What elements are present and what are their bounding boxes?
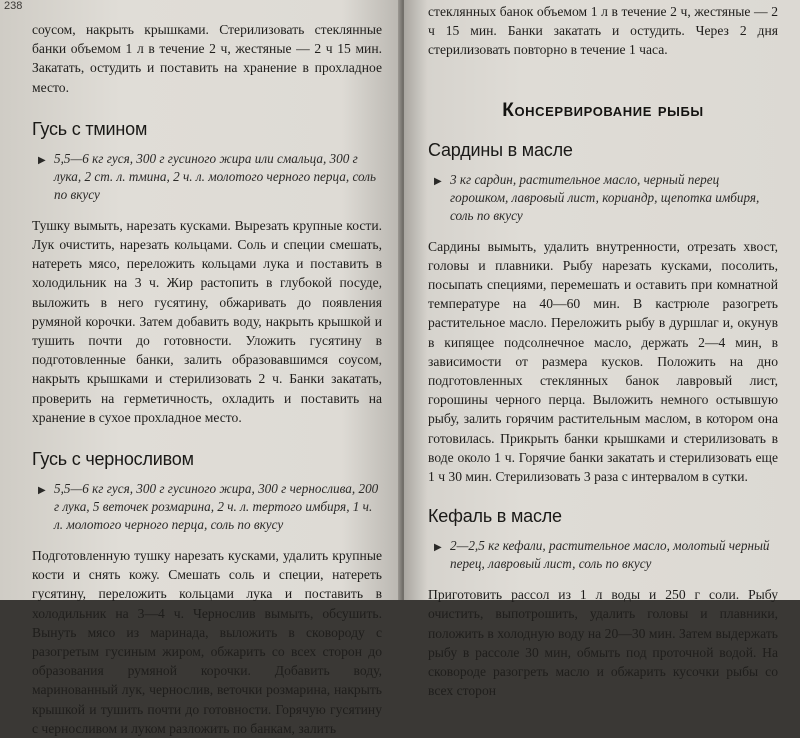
section-title: Консервирование рыбы	[502, 99, 704, 121]
ingredients-sardines	[428, 171, 778, 225]
recipe-text-goose-prunes: Подготовленную тушку нарезать кусками, удалить крупные кости и снять кожу. Смешать соль и специи, натереть гусятину, переложить кольцами лука и поставить в холодильник на 3—4 ч. Чернослив вымыть, обсушить. Вынуть мясо из маринада, выложить в сковороду с разогретым гусиным жиром, обжарить со всех сторон до образования румяной корочки. Добавить воду, маринованный лук, чернослив, веточки розмарина, накрыть крышкой и тушить почти до готовности. Горячую гусятину с черносливом и луком разложить по банкам, залить	[32, 548, 382, 736]
left-intro-text: соусом, накрыть крышками. Стерилизовать стеклянные банки объемом 1 л в течение 2 ч, жестяные — 2 ч 15 мин. Закатать, остудить и поставить на хранение в прохладное место.	[32, 22, 382, 95]
ingredients-goose-prunes	[32, 480, 382, 534]
ingredients-mullet	[428, 537, 778, 573]
recipe-title-mullet: Кефаль в масле	[428, 506, 562, 527]
arrow-icon: ▶	[38, 485, 46, 497]
recipe-text-goose-caraway: Тушку вымыть, нарезать кусками. Вырезать крупные кости. Лук очистить, нарезать кольцами. Соль и специи смешать, натереть мясо, переложить кольцами лука и поставить в холодильник на 3 ч. Жир растопить в глубокой посуде, выложить в него гусятину, обжаривать до появления румяной корочки. Затем добавить воду, накрыть крышкой и тушить почти до готовности. Уложить гусятину в подготовленные банки, залить образовавшимся соусом, накрыть крышками и стерилизовать 2 ч. Банки закатать, проверить на герметичность, охладить и поставить на хранение в сухое прохладное место.	[32, 217, 382, 425]
page-number: 238	[4, 0, 23, 12]
ingredients-text: 3 кг сардин, растительное масло, черный перец горошком, лавровый лист, кориандр, щепотка имбиря, соль по вкусу	[450, 171, 760, 223]
ingredients-goose-caraway	[32, 150, 382, 204]
recipe-text-sardines: Сардины вымыть, удалить внутренности, отрезать хвост, головы и плавники. Рыбу нарезать кусками, посолить, посыпать специями, перемешать и оставить при комнатной температуре на 40—60 мин. В кастрюле разогреть растительное масло. Переложить рыбу в дуршлаг и, окунув в кипящее подсолнечное масло, держать 2—4 мин, в зависимости от размера кусков. Положить на дно подготовленных стеклянных банок лавровый лист, горошины черного перца. Выложить немного остывшую рыбу, залить горячим растительным маслом, в котором она готовилась. Прикрыть банки крышками и стерилизовать в воде около 1 ч. Горячие банки закатать и стерилизовать еще 1 ч 30 мин. Стерилизовать 3 раза с интервалом в сутки.	[428, 238, 778, 485]
ingredients-text: 5,5—6 кг гуся, 300 г гусиного жира или смальца, 300 г лука, 2 ст. л. тмина, 2 ч. л. молотого черного перца, соль по вкусу	[54, 150, 376, 202]
arrow-icon: ▶	[434, 542, 442, 554]
recipe-title-goose-caraway: Гусь с тмином	[32, 118, 148, 139]
arrow-icon: ▶	[434, 175, 442, 187]
arrow-icon: ▶	[38, 154, 46, 166]
right-page	[404, 0, 800, 699]
recipe-title-sardines: Сардины в масле	[428, 139, 573, 160]
ingredients-text: 2—2,5 кг кефали, растительное масло, молотый черный перец, лавровый лист, соль по вкусу	[450, 538, 770, 572]
recipe-title-goose-prunes: Гусь с черносливом	[32, 449, 194, 470]
right-intro-text: стеклянных банок объемом 1 л в течение 2 ч, жестяные — 2 ч 15 мин. Банки закатать и остудить. Через 2 дня стерилизовать повторно в течение 1 часа.	[428, 4, 778, 58]
ingredients-text: 5,5—6 кг гуся, 300 г гусиного жира, 300 г чернослива, 200 г лука, 5 веточек розмарина, 2 ч. л. тертого имбиря, 1 ч. л. молотого черного перца, соль по вкусу	[54, 481, 379, 533]
recipe-text-mullet: Приготовить рассол из 1 л воды и 250 г соли. Рыбу очистить, выпотрошить, удалить головы и плавники, положить в холодную воду на 20—30 мин. Затем выдержать рыбу в рассоле 30 мин, обмыть под проточной водой. На сковороде разогреть масло и обжарить кусочки рыбы со всех сторон	[428, 587, 778, 699]
